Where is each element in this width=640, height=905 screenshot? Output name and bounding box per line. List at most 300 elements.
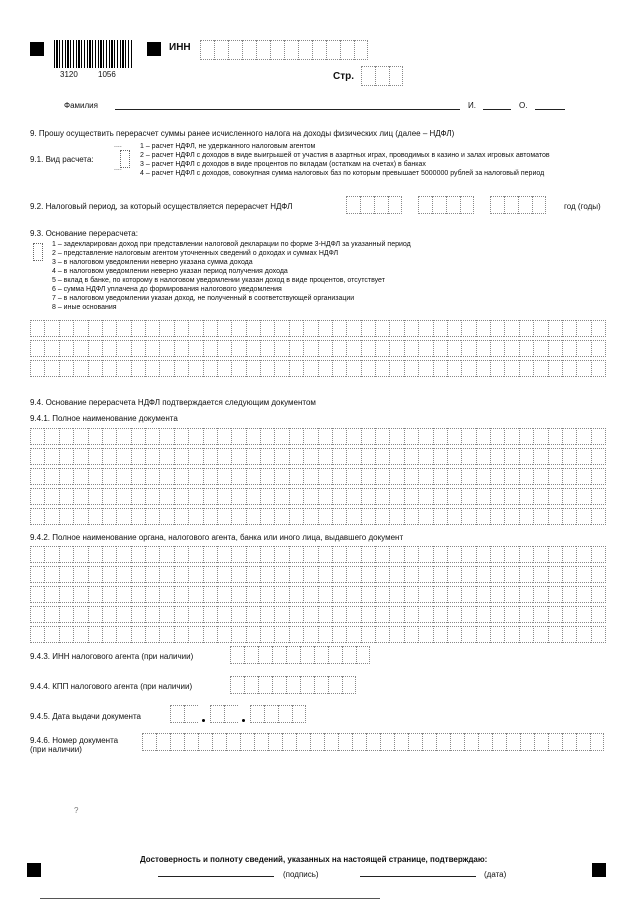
grid-cell[interactable]	[504, 606, 518, 623]
grid-cell[interactable]	[490, 448, 504, 465]
grid-cell[interactable]	[217, 340, 231, 357]
grid-cell[interactable]	[504, 626, 518, 643]
grid-cell[interactable]	[159, 626, 173, 643]
grid-cell[interactable]	[418, 360, 432, 377]
grid-cell[interactable]	[418, 586, 432, 603]
grid-cell[interactable]	[318, 448, 332, 465]
grid-cell[interactable]	[44, 488, 58, 505]
grid-cell[interactable]	[88, 606, 102, 623]
grid-cell[interactable]	[533, 488, 547, 505]
grid-cell[interactable]	[404, 320, 418, 337]
grid-cell[interactable]	[433, 626, 447, 643]
grid-cell[interactable]	[145, 508, 159, 525]
grid-cell[interactable]	[476, 468, 490, 485]
grid-cell[interactable]	[274, 586, 288, 603]
grid-cell[interactable]	[88, 626, 102, 643]
grid-cell[interactable]	[361, 566, 375, 583]
grid-cell[interactable]	[433, 508, 447, 525]
comb-cell[interactable]	[214, 40, 228, 60]
grid-cell[interactable]	[159, 566, 173, 583]
grid-cell[interactable]	[562, 340, 576, 357]
grid-cell[interactable]	[433, 586, 447, 603]
grid-cell[interactable]	[576, 508, 590, 525]
grid-cell[interactable]	[116, 626, 130, 643]
grid-cell[interactable]	[30, 360, 44, 377]
grid-cell[interactable]	[433, 566, 447, 583]
grid-cell[interactable]	[433, 320, 447, 337]
grid-cell[interactable]	[490, 360, 504, 377]
grid-cell[interactable]	[548, 546, 562, 563]
comb-cell[interactable]	[346, 196, 360, 214]
grid-cell[interactable]	[260, 626, 274, 643]
grid-cell[interactable]	[346, 428, 360, 445]
grid-cell[interactable]	[203, 448, 217, 465]
grid-cell[interactable]	[188, 340, 202, 357]
grid-cell[interactable]	[490, 626, 504, 643]
grid-cell[interactable]	[73, 566, 87, 583]
grid-cell[interactable]	[504, 488, 518, 505]
grid-cell[interactable]	[332, 606, 346, 623]
grid-cell[interactable]	[102, 488, 116, 505]
grid-cell[interactable]	[131, 428, 145, 445]
comb-cell[interactable]	[590, 733, 604, 751]
grid-cell[interactable]	[274, 468, 288, 485]
grid-cell[interactable]	[504, 546, 518, 563]
grid-cell[interactable]	[145, 448, 159, 465]
grid-cell[interactable]	[375, 428, 389, 445]
grid-cell[interactable]	[289, 488, 303, 505]
grid-cell[interactable]	[476, 626, 490, 643]
comb-cell[interactable]	[240, 733, 254, 751]
grid-cell[interactable]	[519, 360, 533, 377]
grid-cell[interactable]	[30, 546, 44, 563]
comb-cell[interactable]	[478, 733, 492, 751]
grid-cell[interactable]	[490, 566, 504, 583]
grid-cell[interactable]	[404, 448, 418, 465]
grid-cell[interactable]	[418, 546, 432, 563]
grid-cell[interactable]	[318, 488, 332, 505]
grid-cell[interactable]	[159, 546, 173, 563]
grid-cell[interactable]	[562, 606, 576, 623]
grid-cell[interactable]	[174, 360, 188, 377]
grid-cell[interactable]	[361, 546, 375, 563]
grid-cell[interactable]	[461, 468, 475, 485]
grid-cell[interactable]	[346, 340, 360, 357]
grid-cell[interactable]	[231, 320, 245, 337]
grid-cell[interactable]	[30, 606, 44, 623]
grid-cell[interactable]	[145, 546, 159, 563]
grid-cell[interactable]	[59, 340, 73, 357]
grid-cell[interactable]	[375, 626, 389, 643]
grid-cell[interactable]	[476, 320, 490, 337]
grid-cell[interactable]	[231, 488, 245, 505]
comb-cell[interactable]	[250, 705, 264, 723]
grid-cell[interactable]	[361, 428, 375, 445]
grid-cell[interactable]	[418, 340, 432, 357]
comb-cell[interactable]	[314, 676, 328, 694]
grid-cell[interactable]	[418, 626, 432, 643]
grid-cell[interactable]	[576, 566, 590, 583]
grid-cell[interactable]	[174, 468, 188, 485]
grid-cell[interactable]	[102, 340, 116, 357]
grid-cell[interactable]	[30, 626, 44, 643]
grid-cell[interactable]	[102, 448, 116, 465]
comb-cell[interactable]	[460, 196, 474, 214]
grid-cell[interactable]	[504, 566, 518, 583]
grid-cell[interactable]	[375, 508, 389, 525]
grid-cell[interactable]	[346, 360, 360, 377]
grid-cell[interactable]	[102, 360, 116, 377]
grid-cell[interactable]	[476, 448, 490, 465]
grid-cell[interactable]	[591, 320, 606, 337]
grid-cell[interactable]	[73, 508, 87, 525]
grid-cell[interactable]	[389, 488, 403, 505]
grid-cell[interactable]	[404, 428, 418, 445]
grid-cell[interactable]	[303, 468, 317, 485]
grid-cell[interactable]	[203, 488, 217, 505]
grid-cell[interactable]	[303, 546, 317, 563]
grid-cell[interactable]	[433, 360, 447, 377]
grid-cell[interactable]	[188, 488, 202, 505]
grid-cell[interactable]	[504, 586, 518, 603]
grid-cell[interactable]	[217, 360, 231, 377]
grid-cell[interactable]	[404, 468, 418, 485]
grid-cell[interactable]	[203, 566, 217, 583]
grid-cell[interactable]	[203, 320, 217, 337]
grid-cell[interactable]	[274, 360, 288, 377]
grid-cell[interactable]	[44, 320, 58, 337]
grid-cell[interactable]	[88, 320, 102, 337]
grid-cell[interactable]	[188, 320, 202, 337]
grid-cell[interactable]	[375, 468, 389, 485]
comb-cell[interactable]	[532, 196, 546, 214]
grid-cell[interactable]	[145, 320, 159, 337]
grid-cell[interactable]	[476, 488, 490, 505]
grid-cell[interactable]	[303, 566, 317, 583]
comb-cell[interactable]	[408, 733, 422, 751]
grid-cell[interactable]	[562, 586, 576, 603]
grid-cell[interactable]	[461, 448, 475, 465]
grid-cell[interactable]	[548, 488, 562, 505]
grid-cell[interactable]	[246, 546, 260, 563]
grid-cell[interactable]	[490, 428, 504, 445]
grid-cell[interactable]	[346, 468, 360, 485]
grid-cell[interactable]	[361, 360, 375, 377]
comb-cell[interactable]	[230, 646, 244, 664]
comb-cell[interactable]	[450, 733, 464, 751]
grid-cell[interactable]	[217, 586, 231, 603]
comb-cell[interactable]	[340, 40, 354, 60]
grid-cell[interactable]	[131, 586, 145, 603]
grid-cell[interactable]	[490, 340, 504, 357]
grid-cell[interactable]	[504, 320, 518, 337]
comb-cell[interactable]	[282, 733, 296, 751]
grid-cell[interactable]	[116, 566, 130, 583]
grid-cell[interactable]	[418, 468, 432, 485]
grid-cell[interactable]	[30, 468, 44, 485]
grid-cell[interactable]	[174, 566, 188, 583]
grid-cell[interactable]	[88, 488, 102, 505]
grid-cell[interactable]	[548, 626, 562, 643]
grid-cell[interactable]	[404, 360, 418, 377]
grid-cell[interactable]	[519, 626, 533, 643]
grid-cell[interactable]	[231, 468, 245, 485]
grid-cell[interactable]	[59, 320, 73, 337]
comb-cell[interactable]	[254, 733, 268, 751]
grid-cell[interactable]	[174, 488, 188, 505]
grid-cell[interactable]	[30, 566, 44, 583]
grid-cell[interactable]	[418, 566, 432, 583]
grid-cell[interactable]	[116, 428, 130, 445]
grid-cell[interactable]	[548, 468, 562, 485]
comb-cell[interactable]	[292, 705, 306, 723]
grid-cell[interactable]	[289, 606, 303, 623]
s946-number-comb[interactable]	[142, 733, 604, 751]
grid-cell[interactable]	[203, 360, 217, 377]
comb-cell[interactable]	[256, 40, 270, 60]
grid-cell[interactable]	[159, 606, 173, 623]
grid-cell[interactable]	[576, 586, 590, 603]
grid-cell[interactable]	[433, 606, 447, 623]
grid-cell[interactable]	[289, 360, 303, 377]
grid-cell[interactable]	[44, 508, 58, 525]
s941-doc-name-grid[interactable]	[30, 428, 606, 528]
grid-cell[interactable]	[116, 340, 130, 357]
grid-cell[interactable]	[274, 488, 288, 505]
comb-cell[interactable]	[446, 196, 460, 214]
comb-cell[interactable]	[361, 66, 375, 86]
grid-cell[interactable]	[131, 566, 145, 583]
grid-cell[interactable]	[274, 546, 288, 563]
comb-cell[interactable]	[548, 733, 562, 751]
comb-cell[interactable]	[270, 40, 284, 60]
grid-cell[interactable]	[504, 360, 518, 377]
grid-cell[interactable]	[44, 360, 58, 377]
grid-cell[interactable]	[246, 488, 260, 505]
grid-cell[interactable]	[246, 448, 260, 465]
grid-cell[interactable]	[576, 448, 590, 465]
comb-cell[interactable]	[230, 676, 244, 694]
grid-cell[interactable]	[116, 468, 130, 485]
grid-cell[interactable]	[145, 606, 159, 623]
grid-cell[interactable]	[260, 448, 274, 465]
grid-cell[interactable]	[404, 626, 418, 643]
grid-cell[interactable]	[318, 340, 332, 357]
grid-cell[interactable]	[576, 428, 590, 445]
grid-cell[interactable]	[318, 508, 332, 525]
grid-cell[interactable]	[533, 428, 547, 445]
grid-cell[interactable]	[418, 320, 432, 337]
grid-cell[interactable]	[188, 468, 202, 485]
grid-cell[interactable]	[44, 586, 58, 603]
grid-cell[interactable]	[361, 448, 375, 465]
grid-cell[interactable]	[188, 360, 202, 377]
grid-cell[interactable]	[30, 508, 44, 525]
grid-cell[interactable]	[188, 448, 202, 465]
grid-cell[interactable]	[433, 488, 447, 505]
grid-cell[interactable]	[260, 340, 274, 357]
grid-cell[interactable]	[433, 428, 447, 445]
grid-cell[interactable]	[174, 626, 188, 643]
grid-cell[interactable]	[102, 606, 116, 623]
grid-cell[interactable]	[562, 488, 576, 505]
grid-cell[interactable]	[361, 320, 375, 337]
grid-cell[interactable]	[203, 546, 217, 563]
grid-cell[interactable]	[246, 428, 260, 445]
comb-cell[interactable]	[300, 646, 314, 664]
grid-cell[interactable]	[303, 626, 317, 643]
grid-cell[interactable]	[576, 626, 590, 643]
grid-cell[interactable]	[476, 360, 490, 377]
grid-cell[interactable]	[260, 586, 274, 603]
grid-cell[interactable]	[562, 360, 576, 377]
grid-cell[interactable]	[102, 626, 116, 643]
grid-cell[interactable]	[59, 626, 73, 643]
grid-cell[interactable]	[490, 320, 504, 337]
grid-cell[interactable]	[88, 546, 102, 563]
grid-cell[interactable]	[332, 360, 346, 377]
grid-cell[interactable]	[44, 428, 58, 445]
grid-cell[interactable]	[116, 546, 130, 563]
comb-cell[interactable]	[534, 733, 548, 751]
grid-cell[interactable]	[246, 566, 260, 583]
grid-cell[interactable]	[375, 566, 389, 583]
comb-cell[interactable]	[324, 733, 338, 751]
grid-cell[interactable]	[231, 448, 245, 465]
grid-cell[interactable]	[260, 566, 274, 583]
grid-cell[interactable]	[404, 586, 418, 603]
grid-cell[interactable]	[231, 566, 245, 583]
grid-cell[interactable]	[188, 566, 202, 583]
grid-cell[interactable]	[461, 606, 475, 623]
grid-cell[interactable]	[145, 626, 159, 643]
grid-cell[interactable]	[217, 626, 231, 643]
grid-cell[interactable]	[591, 360, 606, 377]
comb-cell[interactable]	[272, 676, 286, 694]
grid-cell[interactable]	[73, 586, 87, 603]
grid-cell[interactable]	[361, 340, 375, 357]
comb-cell[interactable]	[212, 733, 226, 751]
grid-cell[interactable]	[447, 340, 461, 357]
grid-cell[interactable]	[346, 488, 360, 505]
comb-cell[interactable]	[342, 676, 356, 694]
grid-cell[interactable]	[303, 360, 317, 377]
comb-cell[interactable]	[298, 40, 312, 60]
comb-cell[interactable]	[170, 733, 184, 751]
grid-cell[interactable]	[332, 566, 346, 583]
grid-cell[interactable]	[318, 626, 332, 643]
grid-cell[interactable]	[102, 508, 116, 525]
comb-cell[interactable]	[268, 733, 282, 751]
grid-cell[interactable]	[389, 428, 403, 445]
comb-cell[interactable]	[184, 705, 198, 723]
grid-cell[interactable]	[159, 428, 173, 445]
grid-cell[interactable]	[246, 626, 260, 643]
comb-cell[interactable]	[490, 196, 504, 214]
grid-cell[interactable]	[231, 340, 245, 357]
grid-cell[interactable]	[44, 340, 58, 357]
grid-cell[interactable]	[418, 508, 432, 525]
grid-cell[interactable]	[274, 340, 288, 357]
grid-cell[interactable]	[548, 508, 562, 525]
grid-cell[interactable]	[116, 586, 130, 603]
grid-cell[interactable]	[361, 626, 375, 643]
grid-cell[interactable]	[591, 546, 606, 563]
grid-cell[interactable]	[447, 488, 461, 505]
comb-cell[interactable]	[258, 646, 272, 664]
grid-cell[interactable]	[145, 468, 159, 485]
grid-cell[interactable]	[188, 546, 202, 563]
grid-cell[interactable]	[447, 468, 461, 485]
s942-issuer-grid[interactable]	[30, 546, 606, 646]
grid-cell[interactable]	[576, 320, 590, 337]
comb-cell[interactable]	[224, 705, 238, 723]
grid-cell[interactable]	[533, 586, 547, 603]
grid-cell[interactable]	[246, 508, 260, 525]
comb-cell[interactable]	[374, 196, 388, 214]
grid-cell[interactable]	[519, 606, 533, 623]
s944-kpp-comb[interactable]	[230, 676, 356, 694]
grid-cell[interactable]	[461, 626, 475, 643]
grid-cell[interactable]	[461, 488, 475, 505]
grid-cell[interactable]	[145, 488, 159, 505]
grid-cell[interactable]	[389, 586, 403, 603]
grid-cell[interactable]	[533, 606, 547, 623]
grid-cell[interactable]	[433, 468, 447, 485]
grid-cell[interactable]	[246, 360, 260, 377]
grid-cell[interactable]	[73, 448, 87, 465]
grid-cell[interactable]	[188, 606, 202, 623]
grid-cell[interactable]	[318, 360, 332, 377]
grid-cell[interactable]	[461, 586, 475, 603]
grid-cell[interactable]	[289, 448, 303, 465]
grid-cell[interactable]	[576, 468, 590, 485]
comb-cell[interactable]	[380, 733, 394, 751]
grid-cell[interactable]	[246, 586, 260, 603]
grid-cell[interactable]	[260, 488, 274, 505]
grid-cell[interactable]	[346, 566, 360, 583]
grid-cell[interactable]	[476, 428, 490, 445]
grid-cell[interactable]	[30, 320, 44, 337]
grid-cell[interactable]	[476, 340, 490, 357]
grid-cell[interactable]	[289, 508, 303, 525]
grid-cell[interactable]	[332, 448, 346, 465]
grid-cell[interactable]	[289, 566, 303, 583]
grid-cell[interactable]	[59, 606, 73, 623]
comb-cell[interactable]	[492, 733, 506, 751]
grid-cell[interactable]	[289, 320, 303, 337]
grid-cell[interactable]	[131, 340, 145, 357]
comb-cell[interactable]	[356, 646, 370, 664]
grid-cell[interactable]	[332, 626, 346, 643]
grid-cell[interactable]	[274, 508, 288, 525]
comb-cell[interactable]	[310, 733, 324, 751]
grid-cell[interactable]	[562, 566, 576, 583]
comb-cell[interactable]	[170, 705, 184, 723]
comb-cell[interactable]	[328, 676, 342, 694]
grid-cell[interactable]	[404, 488, 418, 505]
grid-cell[interactable]	[591, 428, 606, 445]
grid-cell[interactable]	[159, 448, 173, 465]
grid-cell[interactable]	[44, 468, 58, 485]
grid-cell[interactable]	[533, 546, 547, 563]
grid-cell[interactable]	[504, 508, 518, 525]
grid-cell[interactable]	[102, 586, 116, 603]
grid-cell[interactable]	[576, 360, 590, 377]
grid-cell[interactable]	[145, 566, 159, 583]
grid-cell[interactable]	[332, 488, 346, 505]
grid-cell[interactable]	[519, 488, 533, 505]
